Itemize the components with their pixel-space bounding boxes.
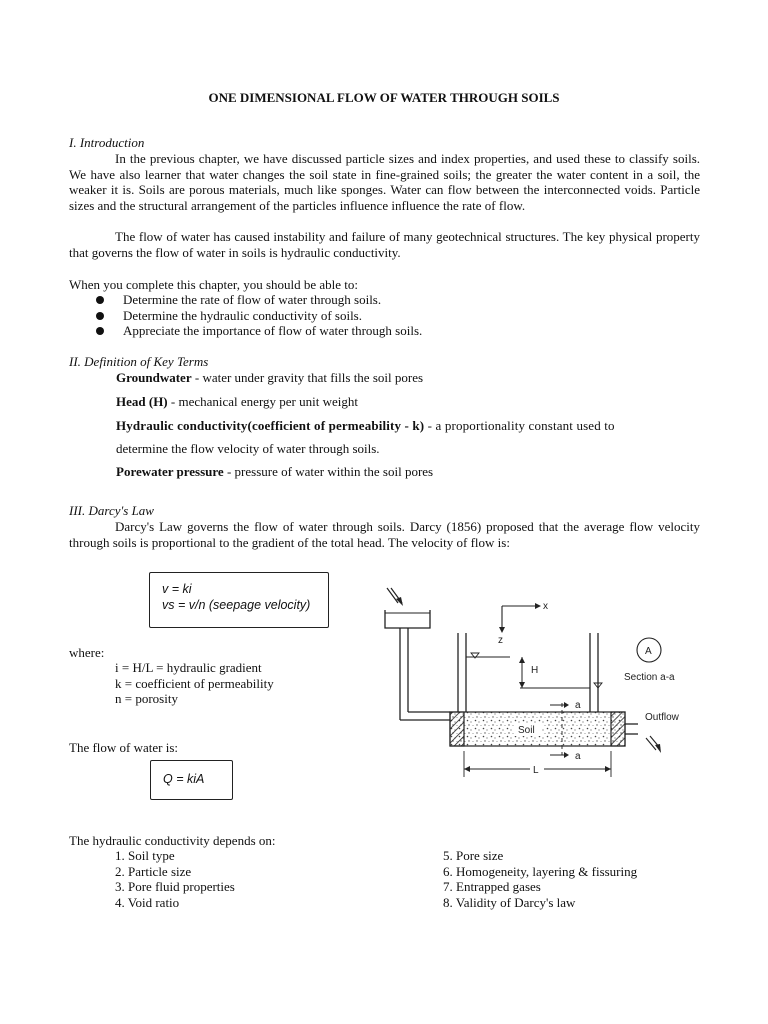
- z-axis-label: z: [498, 635, 503, 646]
- equation-velocity: v = ki: [162, 582, 192, 596]
- bullet-icon: [96, 296, 104, 304]
- objectives-lead: When you complete this chapter, you should be able to:: [69, 277, 359, 292]
- list-item: 8. Validity of Darcy's law: [443, 894, 576, 910]
- outflow-arrow-icon: [646, 736, 661, 753]
- flow-equation-box: [150, 760, 233, 800]
- term-porewater-pressure: Porewater pressure - pressure of water within the soil pores: [116, 464, 434, 479]
- bullet-icon: [96, 312, 104, 320]
- section-a-top-label: a: [575, 700, 581, 711]
- head-dimension: [519, 657, 525, 688]
- objectives-list: [96, 292, 422, 339]
- term-groundwater: Groundwater - water under gravity that fills the soil pores: [116, 370, 424, 385]
- term-hydraulic-conductivity: Hydraulic conductivity(coefficient of permeability - k) - a proportionality constant used to: [116, 418, 615, 433]
- section-heading-introduction: I. Introduction: [69, 135, 145, 150]
- list-item: 4. Void ratio: [115, 894, 180, 910]
- depends-list-right: [443, 848, 637, 910]
- equation-flow: Q = kiA: [163, 772, 205, 786]
- list-item: 3. Pore fluid properties: [115, 879, 235, 894]
- section-marker-label: A: [645, 646, 652, 657]
- list-item: Appreciate the importance of flow of water through soils.: [96, 323, 422, 339]
- axes-icon: [499, 603, 541, 633]
- supply-pipe: [400, 628, 450, 720]
- list-item: 5. Pore size: [443, 848, 504, 863]
- intro-paragraph-2: The flow of water has caused instability and failure of many geotechnical structures. The key physical property that governs the flow of water in soils is hydraulic conductivity.: [69, 229, 700, 260]
- list-item: Determine the hydraulic conductivity of soils.: [96, 308, 422, 324]
- inflow-arrow-icon: [387, 588, 403, 606]
- outlet-pipe: [625, 724, 638, 734]
- list-item: 7. Entrapped gases: [443, 879, 541, 894]
- where-item: n = porosity: [115, 691, 178, 706]
- depends-list-left: [115, 848, 235, 910]
- where-label: where:: [69, 645, 105, 660]
- x-axis-label: x: [543, 601, 548, 612]
- section-heading-definitions: II. Definition of Key Terms: [69, 354, 209, 369]
- soil-label: Soil: [518, 725, 535, 736]
- term-head: Head (H) - mechanical energy per unit weight: [116, 394, 358, 409]
- page-title: ONE DIMENSIONAL FLOW OF WATER THROUGH SOILS: [208, 90, 560, 105]
- depends-lead: The hydraulic conductivity depends on:: [69, 833, 276, 848]
- list-item: Determine the rate of flow of water through soils.: [96, 292, 422, 308]
- outflow-label: Outflow: [645, 712, 679, 723]
- list-item: 6. Homogeneity, layering & fissuring: [443, 863, 638, 879]
- bullet-icon: [96, 327, 104, 335]
- list-item: 2. Particle size: [115, 863, 192, 879]
- where-item: k = coefficient of permeability: [115, 676, 274, 691]
- term-hydraulic-conductivity-cont: determine the flow velocity of water through soils.: [116, 441, 380, 456]
- reservoir-tank: [385, 610, 430, 628]
- soil-sample: [450, 703, 625, 755]
- length-label: L: [533, 765, 539, 776]
- darcy-paragraph: Darcy's Law governs the flow of water through soils. Darcy (1856) proposed that the average flow velocity through soils is proportional to the gradient of the total head. The velocity of flow is:: [69, 519, 700, 550]
- where-item: i = H/L = hydraulic gradient: [115, 660, 262, 675]
- flow-label: The flow of water is:: [69, 740, 179, 755]
- velocity-equation-box: [149, 572, 329, 628]
- list-item: 1. Soil type: [115, 848, 175, 863]
- section-heading-darcy: III. Darcy's Law: [69, 503, 154, 518]
- intro-paragraph-1: In the previous chapter, we have discussed particle sizes and index properties, and used these to classify soils. We have also learner that water changes the soil state in fine-grained soils; the greater the water content in a soil, the weaker it is. Soils are porous materials, much like sponges. Water can flow between the interconnected voids. Particle sizes and the structural arrangement of the particles influence influence the rate of flow.: [69, 151, 700, 213]
- darcy-apparatus-diagram: [370, 575, 690, 785]
- section-label: Section a-a: [624, 672, 675, 683]
- section-a-bottom-label: a: [575, 751, 581, 762]
- head-label: H: [531, 665, 539, 676]
- equation-seepage-velocity: vs = v/n (seepage velocity): [162, 598, 311, 612]
